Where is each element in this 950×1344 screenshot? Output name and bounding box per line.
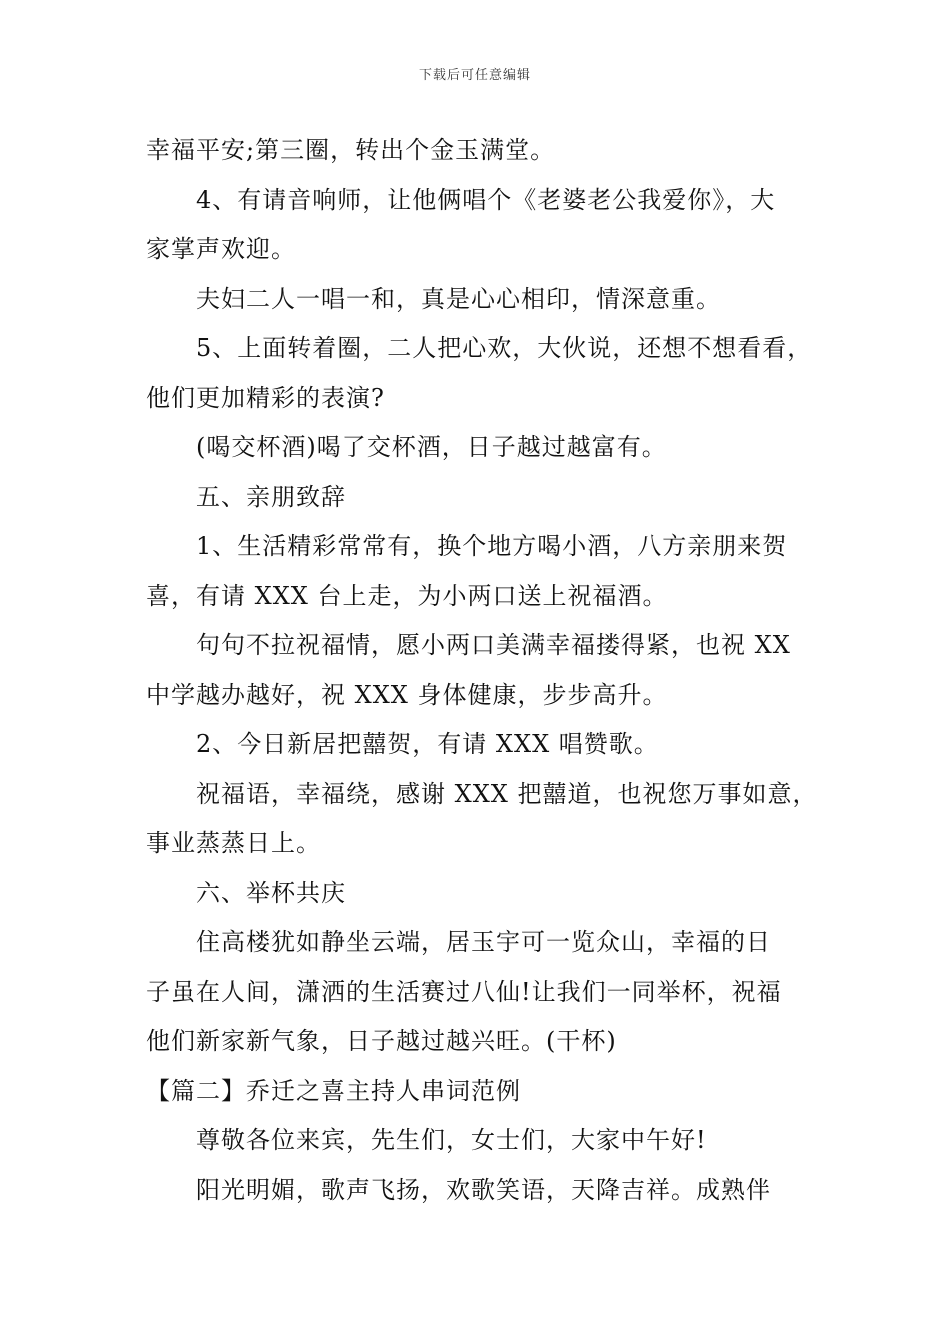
text-line: 5、上面转着圈，二人把心欢，大伙说，还想不想看看，: [196, 334, 813, 362]
text-line: 子虽在人间，潇洒的生活赛过八仙!让我们一同举杯，祝福: [146, 977, 782, 1006]
section-heading: 五、亲朋致辞: [196, 482, 346, 511]
text-line: 他们新家新气象，日子越过越兴旺。(干杯): [146, 1027, 617, 1055]
chapter-heading: 【篇二】乔迁之喜主持人串词范例: [146, 1076, 521, 1105]
text-line: (喝交杯酒)喝了交杯酒，日子越过越富有。: [196, 433, 667, 461]
text-line: 住高楼犹如静坐云端，居玉宇可一览众山，幸福的日: [196, 928, 771, 956]
text-line: 家掌声欢迎。: [146, 235, 296, 263]
text-line: 中学越办越好，祝 XXX 身体健康，步步高升。: [146, 680, 668, 709]
text-line: 句句不拉祝福情，愿小两口美满幸福搂得紧，也祝 XX: [196, 631, 791, 659]
page-header: 下载后可任意编辑: [418, 68, 531, 83]
text-line: 幸福平安;第三圈，转出个金玉满堂。: [146, 136, 556, 164]
text-line: 4、有请音响师，让他俩唱个《老婆老公我爱你》，大: [196, 185, 776, 214]
text-line: 阳光明媚，歌声飞扬，欢歌笑语，天降吉祥。成熟伴: [196, 1175, 771, 1204]
text-line: 2、今日新居把囍贺，有请 XXX 唱赞歌。: [196, 730, 659, 758]
document-body: [146, 126, 818, 1215]
section-heading: 六、举杯共庆: [196, 878, 346, 907]
text-line: 夫妇二人一唱一和，真是心心相印，情深意重。: [196, 284, 721, 313]
text-line: 事业蒸蒸日上。: [146, 829, 321, 857]
text-line: 祝福语，幸福绕，感谢 XXX 把囍道，也祝您万事如意，: [196, 779, 818, 808]
text-line: 喜，有请 XXX 台上走，为小两口送上祝福酒。: [146, 581, 668, 610]
text-line: 他们更加精彩的表演?: [146, 383, 385, 412]
text-line: 尊敬各位来宾，先生们，女士们，大家中午好!: [196, 1126, 707, 1154]
text-line: 1、生活精彩常常有，换个地方喝小酒，八方亲朋来贺: [196, 532, 788, 560]
